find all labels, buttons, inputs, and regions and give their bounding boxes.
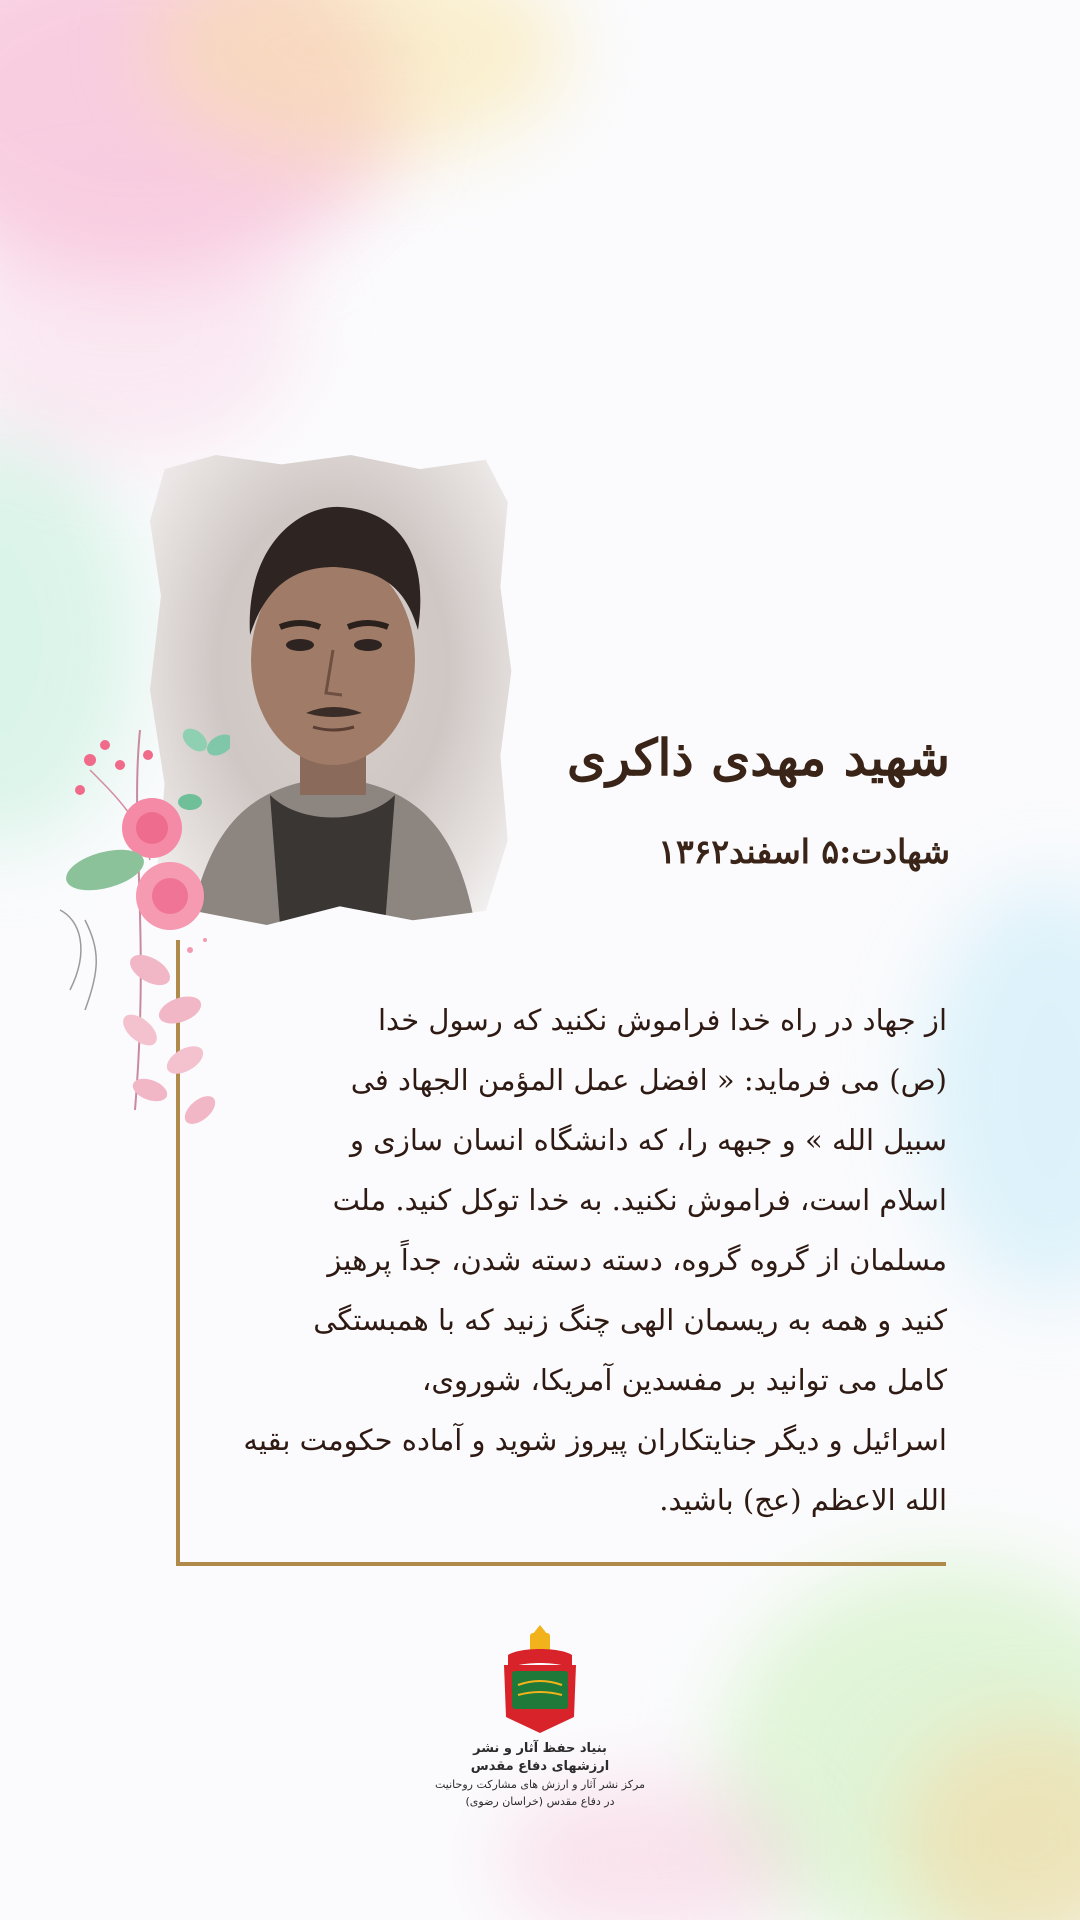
text-line: الله الاعظم (عج) باشید. [659, 1483, 947, 1517]
text-line: اسلام است، فراموش نکنید. به خدا توکل کنید. ملت [332, 1183, 947, 1217]
text-line: کنید و همه به ریسمان الهی چنگ زنید که با همبستگی [313, 1303, 947, 1337]
text-line: اسرائیل و دیگر جنایتکاران پیروز شوید و آماده حکومت بقیه [243, 1423, 947, 1457]
martyrdom-date: شهادت:۵ اسفند۱۳۶۲ [658, 832, 950, 871]
organization-info [390, 1740, 690, 1810]
organization-logo [440, 1625, 640, 1735]
will-text [205, 990, 947, 1530]
text-line: مسلمان از گروه گروه، دسته دسته شدن، جداً پرهیز [327, 1243, 947, 1277]
text-line: کامل می توانید بر مفسدین آمریکا، شوروی، [421, 1363, 947, 1397]
floral-decoration [30, 710, 230, 1130]
org-subtitle-line2: در دفاع مقدس (خراسان رضوی) [465, 1795, 615, 1808]
text-line: از جهاد در راه خدا فراموش نکنید که رسول خدا [377, 1003, 947, 1037]
martyr-name: شهید مهدی ذاکری [567, 728, 950, 787]
org-subtitle-line1: مرکز نشر آثار و ارزش های مشارکت روحانیت [434, 1778, 645, 1791]
organization-logo-icon [500, 1625, 580, 1735]
org-name-line1: بنیاد حفظ آثار و نشر [473, 1741, 607, 1756]
text-line: سبیل الله » و جبهه را، که دانشگاه انسان سازی و [349, 1123, 947, 1157]
text-line: (ص) می فرماید: « افضل عمل المؤمن الجهاد فی [350, 1063, 947, 1097]
org-name-line2: ارزشهای دفاع مقدس [470, 1759, 610, 1774]
